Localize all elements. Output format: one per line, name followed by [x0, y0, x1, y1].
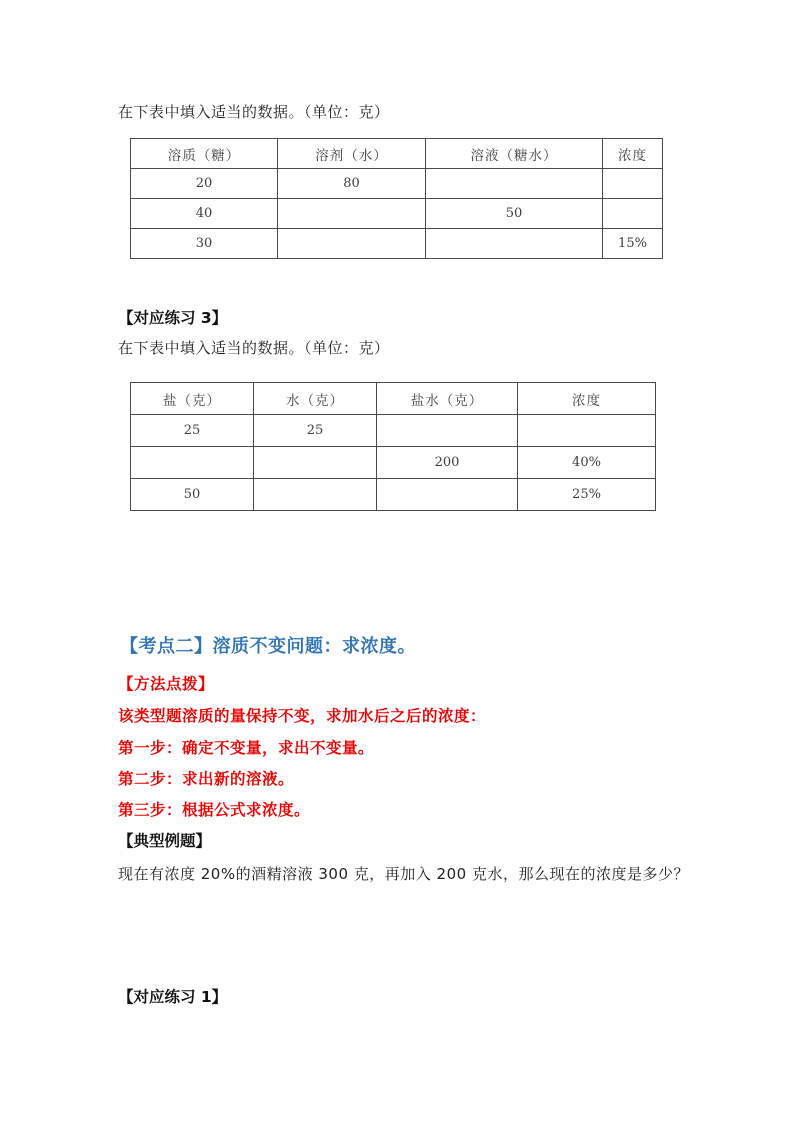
- method-intro: 该类型题溶质的量保持不变，求加水后之后的浓度：: [118, 707, 487, 725]
- table-cell: 40%: [518, 447, 656, 479]
- table-cell: 40: [131, 199, 278, 229]
- table-cell-empty: [603, 169, 663, 199]
- method-step-1: 第一步：确定不变量，求出不变量。: [118, 739, 375, 757]
- table-cell-empty: [254, 447, 377, 479]
- table-cell-empty: [426, 229, 603, 259]
- method-step-3: 第三步：根据公式求浓度。: [118, 801, 311, 819]
- table-cell-empty: [518, 415, 656, 447]
- table-cell-empty: [254, 479, 377, 511]
- table-cell: 200: [377, 447, 518, 479]
- table-row: [131, 229, 663, 259]
- table-cell: 25: [254, 415, 377, 447]
- column-header: 溶液（糖水）: [426, 139, 603, 169]
- salt-water-table: [130, 382, 656, 511]
- table-cell: 25: [131, 415, 254, 447]
- fill-table-instruction-2: 在下表中填入适当的数据。（单位：克）: [118, 339, 390, 357]
- table-cell: 25%: [518, 479, 656, 511]
- table-cell: 50: [131, 479, 254, 511]
- column-header: 溶剂（水）: [278, 139, 426, 169]
- practice3-title: 【对应练习 3】: [118, 309, 228, 327]
- table-row: [131, 447, 656, 479]
- column-header: 浓度: [603, 139, 663, 169]
- column-header: 浓度: [518, 383, 656, 415]
- column-header: 溶质（糖）: [131, 139, 278, 169]
- table-header-row: [131, 383, 656, 415]
- table-cell: 80: [278, 169, 426, 199]
- table-cell: 20: [131, 169, 278, 199]
- table-row: [131, 479, 656, 511]
- column-header: 盐水（克）: [377, 383, 518, 415]
- table-header-row: [131, 139, 663, 169]
- fill-table-instruction-1: 在下表中填入适当的数据。（单位：克）: [118, 103, 390, 121]
- method-tips-title: 【方法点拨】: [118, 675, 215, 693]
- table-cell: 30: [131, 229, 278, 259]
- practice1-title: 【对应练习 1】: [118, 988, 228, 1006]
- column-header: 水（克）: [254, 383, 377, 415]
- table-cell-empty: [278, 229, 426, 259]
- column-header: 盐（克）: [131, 383, 254, 415]
- table-cell-empty: [278, 199, 426, 229]
- table-cell: 15%: [603, 229, 663, 259]
- example-title: 【典型例题】: [118, 832, 212, 850]
- table-row: [131, 169, 663, 199]
- table-cell-empty: [131, 447, 254, 479]
- table-cell-empty: [426, 169, 603, 199]
- method-step-2: 第二步：求出新的溶液。: [118, 770, 295, 788]
- sugar-solution-table: [130, 138, 663, 259]
- kaodian2-title: 【考点二】溶质不变问题：求浓度。: [120, 636, 416, 657]
- table-cell-empty: [603, 199, 663, 229]
- table-cell-empty: [377, 415, 518, 447]
- example-problem-text: 现在有浓度 20%的酒精溶液 300 克，再加入 200 克水，那么现在的浓度是多少？: [118, 865, 689, 883]
- table-row: [131, 199, 663, 229]
- table-cell: 50: [426, 199, 603, 229]
- table-cell-empty: [377, 479, 518, 511]
- table-row: [131, 415, 656, 447]
